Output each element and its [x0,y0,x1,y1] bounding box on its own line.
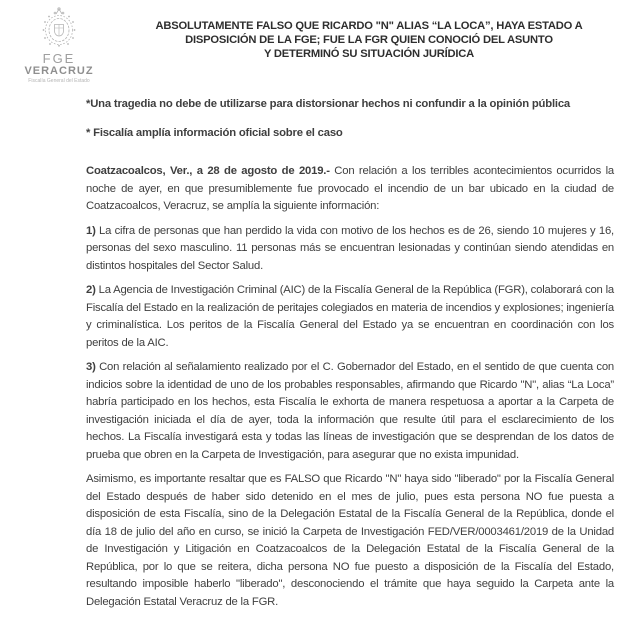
point-2-number: 2) [86,284,96,296]
highlight-tragedy: *Una tragedia no debe de utilizarse para distorsionar hechos ni confundir a la opinión pública [86,98,570,110]
logo-acronym: FGE [42,51,76,66]
dateline: Coatzacoalcos, Ver., a 28 de agosto de 2019.- [86,165,330,177]
paragraph-closing: Asimismo, es importante resaltar que es FALSO que Ricardo "N" haya sido "liberado" por la Fiscalía General del Estado después de haber sido detenido en el mes de julio, pues esta persona NO fue puesta a disposición de esta Fiscalía, sino de la Delegación Estatal de la Fiscalía General de la República, donde el día 18 de julio del año en curso, se inició la Carpeta de Investigación FED/VER/0003461/2019 de la Unidad de Investigación y Litigación en Coatzacoalcos de la Delegación Estatal de la Fiscalía General de la República, por lo que se reitera, dicha persona NO fue puesto a disposición de la Fiscalía del Estado, resultando imposible haberlo "liberado", desconociendo el trámite que haya seguido la Carpeta ante la Delegación Estatal Veracruz de la FGR. [86,473,614,608]
point-3-number: 3) [86,361,96,373]
document-body [86,96,614,611]
fge-crest-icon [36,7,82,51]
document-title [118,7,630,61]
paragraph-point-2 [86,282,614,352]
highlight-official-info: * Fiscalía amplía información oficial sobre el caso [86,126,343,139]
paragraph-point-3 [86,359,614,464]
point-2-text: La Agencia de Investigación Criminal (AIC) de la Fiscalía General de la República (FGR), colaborará con la Fiscalía del Estado en la realización de peritajes colegiados en materia de incendios y explosiones; ingeniería y criminalística. Los peritos de la Fiscalía General del Estado ya se encuentran en coordinación con los peritos de la AIC. [86,284,614,349]
point-1-text: La cifra de personas que han perdido la vida con motivo de los hechos es de 26, siendo 10 mujeres y 16, personas del sexo masculino. 11 personas más se encuentran lesionadas y continúan siendo atendidas en distintos hospitales del Sector Salud. [86,224,614,272]
title-line-3: Y DETERMINÓ SU SITUACIÓN JURÍDICA [263,48,475,60]
paragraph-intro [86,163,614,216]
logo-state: VERACRUZ [24,65,94,77]
intro-text: Con relación a los terribles acontecimientos ocurridos la noche de ayer, en que presumiblemente fue provocado el incendio de un bar ubicado en la ciudad de Coatzacoalcos, Veracruz, se amplía la siguiente información: [86,165,614,212]
point-3-text: Con relación al señalamiento realizado por el C. Gobernador del Estado, en el sentido de que cuenta con indicios sobre la identidad de uno de los probables responsables, afirmando que Ricardo "N", alias “La Loca” habría participado en los hechos, esta Fiscalía le exhorta de manera respetuosa a aportar a la Carpeta de investigación iniciada el día de ayer, toda la información que resulte útil para el esclarecimiento de los hechos. La Fiscalía investigará esta y todas las líneas de investigación que se desprendan de los datos de prueba que obren en la Carpeta de Investigación, para asegurar que no exista impunidad. [86,361,614,461]
title-line-2: DISPOSICIÓN DE LA FGE; FUE LA FGR QUIEN CONOCIÓ DEL ASUNTO [185,34,553,46]
title-line-1: ABSOLUTAMENTE FALSO QUE RICARDO "N" ALIAS “LA LOCA”, HAYA ESTADO A [155,20,583,32]
paragraph-point-1 [86,223,614,276]
fge-logo [0,7,118,84]
logo-tagline: Fiscalía General del Estado [28,78,90,84]
document-header [0,0,630,84]
point-1-number: 1) [86,224,96,237]
